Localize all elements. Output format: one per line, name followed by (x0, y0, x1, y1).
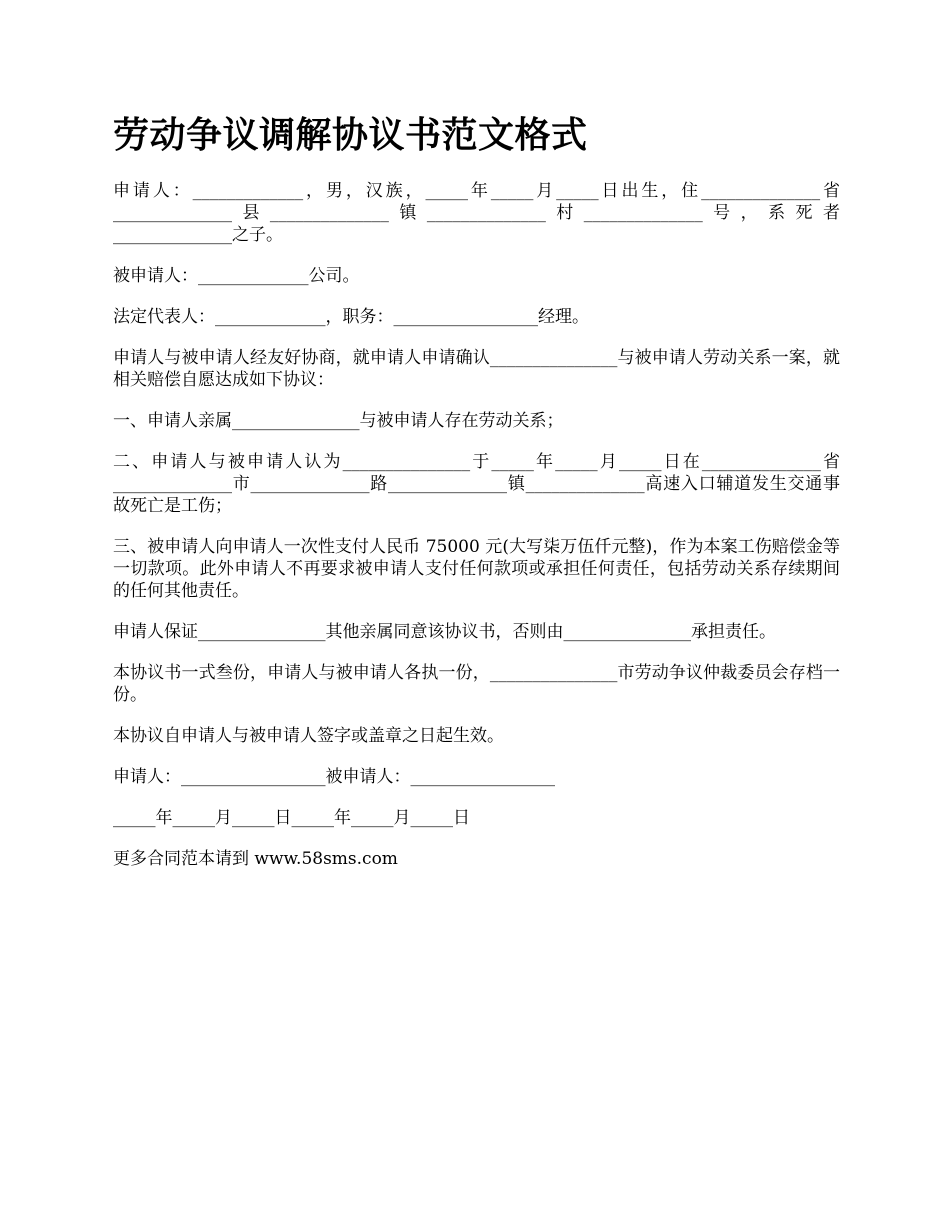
clause-three: 三、被申请人向申请人一次性支付人民币 75000 元(大写柒万伍仟元整)，作为本案工伤赔偿金等一切款项。此外申请人不再要求被申请人支付任何款项或承担任何责任，包括劳动关系存续期间的任何其他责任。 (113, 537, 840, 601)
clause-one: 一、申请人亲属_______________与被申请人存在劳动关系； (113, 411, 564, 431)
applicant-info-paragraph: 申请人：_____________，男，汉族，_____年_____月_____日出生，住______________省______________县______________镇______________村______________号，系死者______________之子。 (113, 181, 840, 245)
negotiation-paragraph: 申请人与被申请人经友好协商，就申请人申请确认_______________与被申请人劳动关系一案，就相关赔偿自愿达成如下协议： (113, 348, 840, 390)
date-line: _____年_____月_____日_____年_____月_____日 (113, 808, 470, 828)
footer-link-text: 更多合同范本请到 www.58sms.com (113, 849, 398, 869)
signature-line: 申请人：_________________被申请人：_________________ (113, 767, 555, 787)
guarantee-paragraph: 申请人保证_______________其他亲属同意该协议书，否则由_______________承担责任。 (113, 622, 776, 642)
effective-paragraph: 本协议自申请人与被申请人签字或盖章之日起生效。 (113, 726, 504, 746)
legal-representative-paragraph: 法定代表人：_____________，职务：_________________经理。 (113, 307, 589, 327)
document-page (113, 112, 840, 889)
clause-two: 二、申请人与被申请人认为_______________于_____年_____月_____日在______________省______________市______________路______________镇______________高速入口辅道发生交通事故死亡是工伤； (113, 452, 840, 516)
copies-paragraph: 本协议书一式叁份，申请人与被申请人各执一份，_______________市劳动争议仲裁委员会存档一份。 (113, 663, 840, 705)
document-title: 劳动争议调解协议书范文格式 (113, 115, 588, 156)
respondent-paragraph: 被申请人：_____________公司。 (113, 266, 360, 286)
